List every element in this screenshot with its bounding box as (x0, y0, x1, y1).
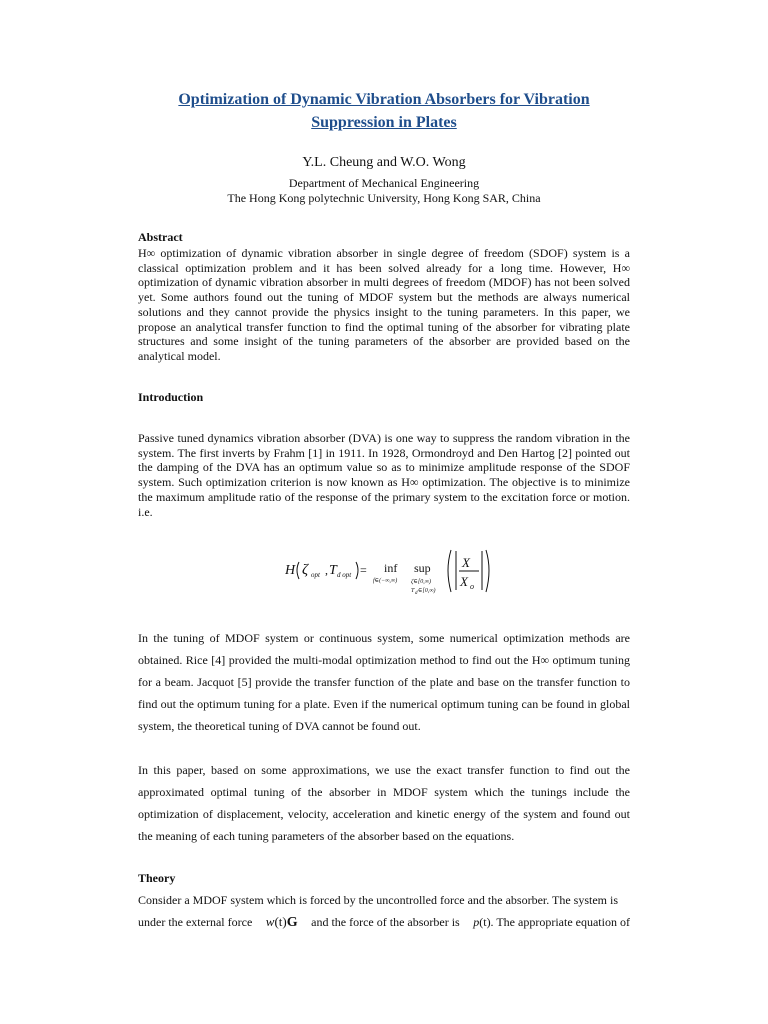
introduction-paragraph-3: In this paper, based on some approximations, we use the exact transfer function to find out the approximated optimal tuning of the absorber in MDOF system which the tunings include the optimization of displacement, velocity, acceleration and kinetic energy of the system and found out the meaning of each tuning parameters of the absorber based on the equations. (138, 763, 630, 843)
formula-sup-sub-2: T (411, 588, 415, 594)
formula-inf: inf (384, 561, 398, 575)
theory-heading: Theory (138, 871, 176, 885)
svg-text:,: , (325, 563, 328, 577)
formula-H: H (285, 563, 296, 578)
formula-sup-sub-1: ζ∈[0,∞) (411, 579, 431, 585)
formula-sub-opt: opt (311, 571, 320, 579)
authors: Y.L. Cheung and W.O. Wong (302, 155, 466, 170)
title-line-2: Suppression in Plates (311, 114, 457, 131)
theory-line-2 (138, 914, 630, 931)
affiliation-department: Department of Mechanical Engineering (288, 176, 480, 190)
formula-numerator-X: X (462, 555, 470, 570)
introduction-heading: Introduction (138, 390, 204, 404)
formula-equals: = (360, 563, 367, 577)
formula-sup-sub-2-rest: ∈[0,∞) (418, 588, 436, 594)
formula-inf-sub: f∈(−∞,∞) (373, 578, 398, 584)
theory-line-2-text-a: under the external force (138, 915, 253, 929)
theory-line-1: Consider a MDOF system which is forced by the uncontrolled force and the absorber. The system is (138, 893, 619, 907)
abstract-text: H∞ optimization of dynamic vibration absorber in single degree of freedom (SDOF) system is a classical optimization problem and it has been solved already for a long time. However, H∞ optimization of dynamic vibration absorber in multi degrees of freedom (MDOF) has not been solved yet. Some authors found out the tuning of MDOF system but the methods are always numerical solutions and they cannot provide the physics insight to the tuning parameters. In this paper, we propose an analytical transfer function to find the optimal tuning of the absorber for vibrating plate structures and some insight of the tuning parameters of the absorber are provided based on the analytical model. (138, 246, 630, 363)
formula-sup: sup (414, 561, 431, 575)
theory-line-2-text-b: and the force of the absorber is (311, 915, 460, 929)
formula-sub-dopt: d opt (337, 571, 352, 579)
formula-zeta: ζ (302, 562, 309, 578)
introduction-paragraph-2: In the tuning of MDOF system or continuous system, some numerical optimization methods are obtained. Rice [4] provided the multi-modal optimization method to find out the H∞ optimum tuning for a beam. Jacquot [5] provide the transfer function of the plate and base on the transfer function to find out the optimum tuning for a plate. Even if the numerical optimum tuning can be found in global system, the theoretical tuning of DVA cannot be found out. (138, 631, 630, 733)
formula-sup-sub-2-d: d (415, 591, 418, 596)
external-force-expression: w(t)G (265, 914, 298, 930)
theory-line-2-text-c: p(t). The appropriate equation of (473, 915, 630, 929)
paper-title (120, 88, 648, 134)
title-line-1: Optimization of Dynamic Vibration Absorbers for Vibration (178, 91, 590, 108)
formula-T: T (329, 563, 337, 578)
formula-denominator-X: X (460, 574, 468, 589)
affiliation-university: The Hong Kong polytechnic University, Hong Kong SAR, China (227, 191, 541, 205)
formula-denominator-sub: o (470, 582, 474, 591)
hinf-formula (285, 546, 495, 598)
introduction-paragraph-1: Passive tuned dynamics vibration absorber (DVA) is one way to suppress the random vibration in the system. The first inverts by Frahm [1] in 1911. In 1928, Ormondroyd and Den Hartog [2] pointed out the damping of the DVA has an optimum value so as to minimize amplitude response of the SDOF system. Such optimization criterion is now known as H∞ optimization. The objective is to minimize the maximum amplitude ratio of the response of the primary system to the excitation force or motion. i.e. (138, 431, 630, 519)
abstract-heading: Abstract (138, 230, 183, 244)
